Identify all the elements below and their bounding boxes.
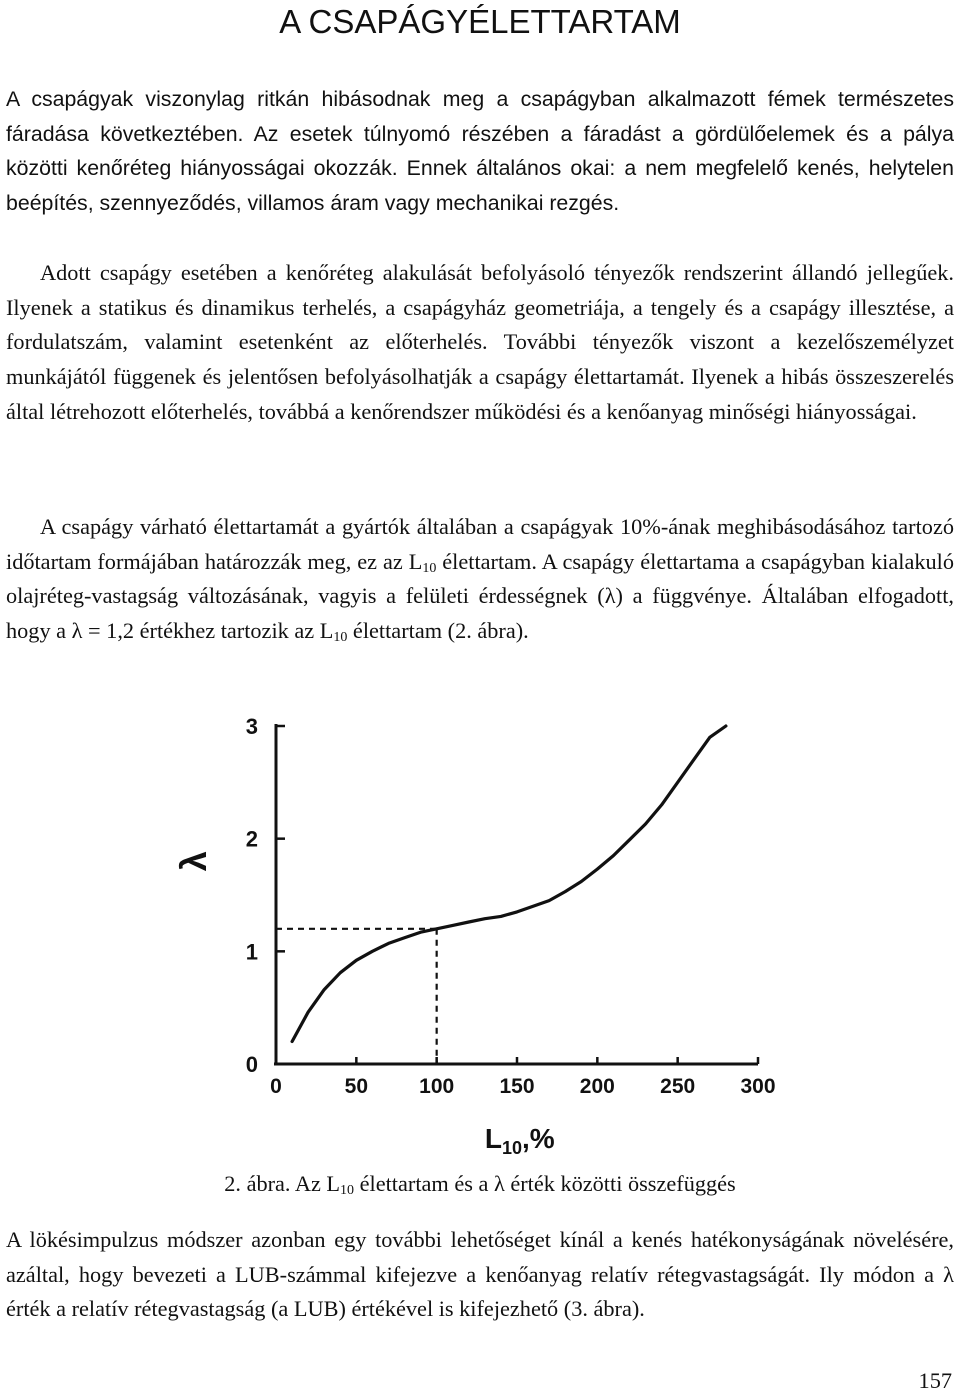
- x-tick-label: 300: [740, 1075, 776, 1098]
- subscript: 10: [333, 630, 348, 646]
- y-tick-label: 1: [245, 939, 258, 965]
- paragraph-l10: [6, 510, 954, 649]
- x-tick-label: 50: [344, 1075, 369, 1098]
- text-span: 2. ábra. Az L: [224, 1171, 341, 1196]
- x-tick-label: 0: [270, 1075, 282, 1098]
- figure-caption: [0, 1168, 960, 1200]
- paragraph-intro: A csapágyak viszonylag ritkán hibásodnak meg a csapágyban alkalmazott fémek természetes fáradása következtében. Az esetek túlnyomó részében a fáradást a gördülőelemek és a pálya közötti kenőréteg hiányosságai okozzák. Ennek általános okai: a nem megfelelő kenés, helytelen beépítés, szennyeződés, villamos áram vagy mechanikai rezgés.: [6, 87, 954, 216]
- y-tick-labels: [246, 714, 285, 1077]
- subscript: 10: [422, 560, 437, 576]
- y-tick-label: 3: [245, 714, 258, 739]
- chart-axes: [274, 724, 758, 1064]
- x-axis-label-suffix: ,%: [522, 1123, 555, 1154]
- text-span: A csapágy várható élettartamát a gyártók általában a csapágyak 10%-ának meghibásodásához tartozó időtartam formájában határozzák meg, ez az L: [6, 514, 954, 574]
- text-span: élettartam. A csapágy élettartama a csapágyban kialakuló olajréteg-vastagság változásának, vagyis a felületi érdességnek (λ) a függvénye. Általában elfogadott, hogy a λ = 1,2 értékhez tartozik az L: [6, 548, 954, 644]
- y-tick-label: 0: [245, 1052, 258, 1077]
- page-title: A CSAPÁGYÉLETTARTAM: [279, 3, 681, 40]
- y-tick-label: 2: [245, 826, 258, 852]
- x-tick-label: 200: [579, 1075, 615, 1098]
- series-line: [292, 726, 726, 1042]
- x-tick-label: 150: [499, 1075, 535, 1098]
- x-axis-label-main: L: [484, 1123, 502, 1154]
- paragraph-factors: Adott csapágy esetében a kenőréteg alakulását befolyásoló tényezők rendszerint állandó jellegűek. Ilyenek a statikus és dinamikus terhelés, a csapágyház geometriája, a tengely és a csapágy illesztése, a fordulatszám, valamint esetenként az előterhelés. További tényezők viszont a kezelőszemélyzet munkájától függenek és jelentősen befolyásolhatják a csapágy élettartamát. Ilyenek a hibás összeszerelés által létrehozott előterhelés, továbbá a kenőrendszer működési és a kenőanyag minőségi hiányosságai.: [6, 260, 954, 424]
- x-axis-label-sub: 10: [501, 1138, 523, 1158]
- page-number: 157: [918, 1368, 952, 1393]
- curve-group: [292, 726, 726, 1042]
- paragraph-lub: A lökésimpulzus módszer azonban egy további lehetőséget kínál a kenés hatékonyságának növelésére, azáltal, hogy bevezeti a LUB-számmal kifejezve a kenőanyag relatív rétegvastagságát. Ily módon a λ érték a relatív rétegvastagság (a LUB) értékével is kifejezhető (3. ábra).: [6, 1227, 954, 1322]
- reference-guides: [276, 929, 437, 1064]
- x-tick-label: 250: [660, 1075, 696, 1098]
- lambda-l10-chart: [0, 700, 960, 1160]
- text-span: élettartam és a λ érték közötti összefüggés: [354, 1171, 736, 1196]
- x-axis-label: [485, 1123, 555, 1158]
- text-span: élettartam (2. ábra).: [347, 618, 529, 644]
- subscript: 10: [340, 1183, 355, 1198]
- x-tick-label: 100: [419, 1075, 455, 1098]
- y-axis-label: λ: [173, 851, 214, 872]
